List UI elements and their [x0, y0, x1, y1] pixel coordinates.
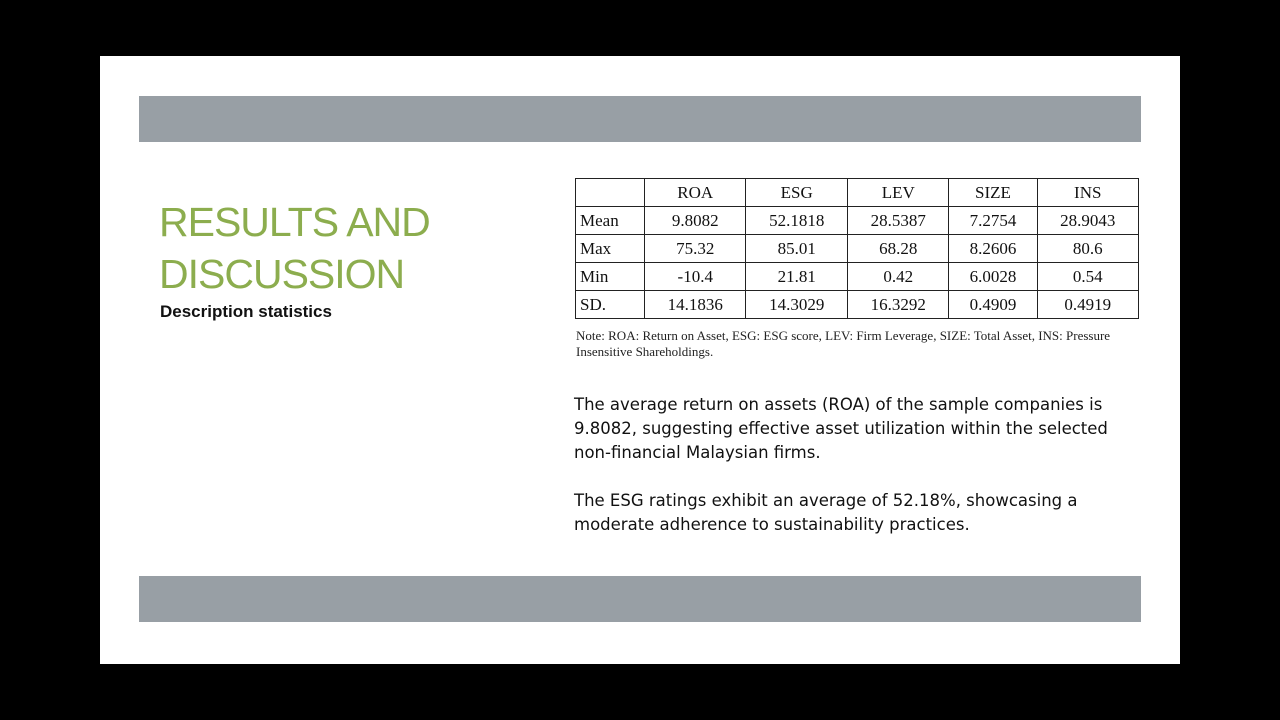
- table-cell: 9.8082: [645, 207, 746, 235]
- table-cell: -10.4: [645, 263, 746, 291]
- table-cell: 28.9043: [1037, 207, 1139, 235]
- table-row: [576, 207, 1139, 235]
- table-cell: 14.3029: [746, 291, 847, 319]
- table-header-cell: LEV: [847, 179, 948, 207]
- table-cell: 6.0028: [949, 263, 1037, 291]
- table-cell: 75.32: [645, 235, 746, 263]
- row-label: Min: [576, 263, 645, 291]
- table-cell: 80.6: [1037, 235, 1139, 263]
- body-paragraph-roa: The average return on assets (ROA) of the sample companies is 9.8082, suggesting effective asset utilization within the selected non-financial Malaysian firms.: [574, 395, 1108, 462]
- table-cell: 28.5387: [847, 207, 948, 235]
- table-cell: 0.54: [1037, 263, 1139, 291]
- slide-title: RESULTS AND DISCUSSION: [159, 199, 430, 297]
- table-header-cell: [576, 179, 645, 207]
- slide: [100, 56, 1180, 664]
- slide-subtitle: Description statistics: [160, 302, 332, 321]
- table-cell: 16.3292: [847, 291, 948, 319]
- table-cell: 0.42: [847, 263, 948, 291]
- table-cell: 52.1818: [746, 207, 847, 235]
- table-cell: 8.2606: [949, 235, 1037, 263]
- row-label: Mean: [576, 207, 645, 235]
- bottom-banner-bar: [139, 576, 1141, 622]
- table-cell: 14.1836: [645, 291, 746, 319]
- table-note: Note: ROA: Return on Asset, ESG: ESG score, LEV: Firm Leverage, SIZE: Total Asset, INS: Pressure Insensitive Shareholdings.: [576, 328, 1111, 359]
- table-cell: 21.81: [746, 263, 847, 291]
- table-header-cell: SIZE: [949, 179, 1037, 207]
- table-cell: 68.28: [847, 235, 948, 263]
- table-cell: 0.4909: [949, 291, 1037, 319]
- table-header-cell: INS: [1037, 179, 1139, 207]
- table-row: [576, 263, 1139, 291]
- row-label: Max: [576, 235, 645, 263]
- table-header-row: [576, 179, 1139, 207]
- table-cell: 0.4919: [1037, 291, 1139, 319]
- table-header-cell: ESG: [746, 179, 847, 207]
- table-cell: 7.2754: [949, 207, 1037, 235]
- table-cell: 85.01: [746, 235, 847, 263]
- body-paragraph-esg: The ESG ratings exhibit an average of 52.18%, showcasing a moderate adherence to sustainability practices.: [574, 491, 1078, 534]
- table-row: [576, 235, 1139, 263]
- descriptive-statistics-table: [575, 178, 1139, 319]
- top-banner-bar: [139, 96, 1141, 142]
- table-row: [576, 291, 1139, 319]
- row-label: SD.: [576, 291, 645, 319]
- table-header-cell: ROA: [645, 179, 746, 207]
